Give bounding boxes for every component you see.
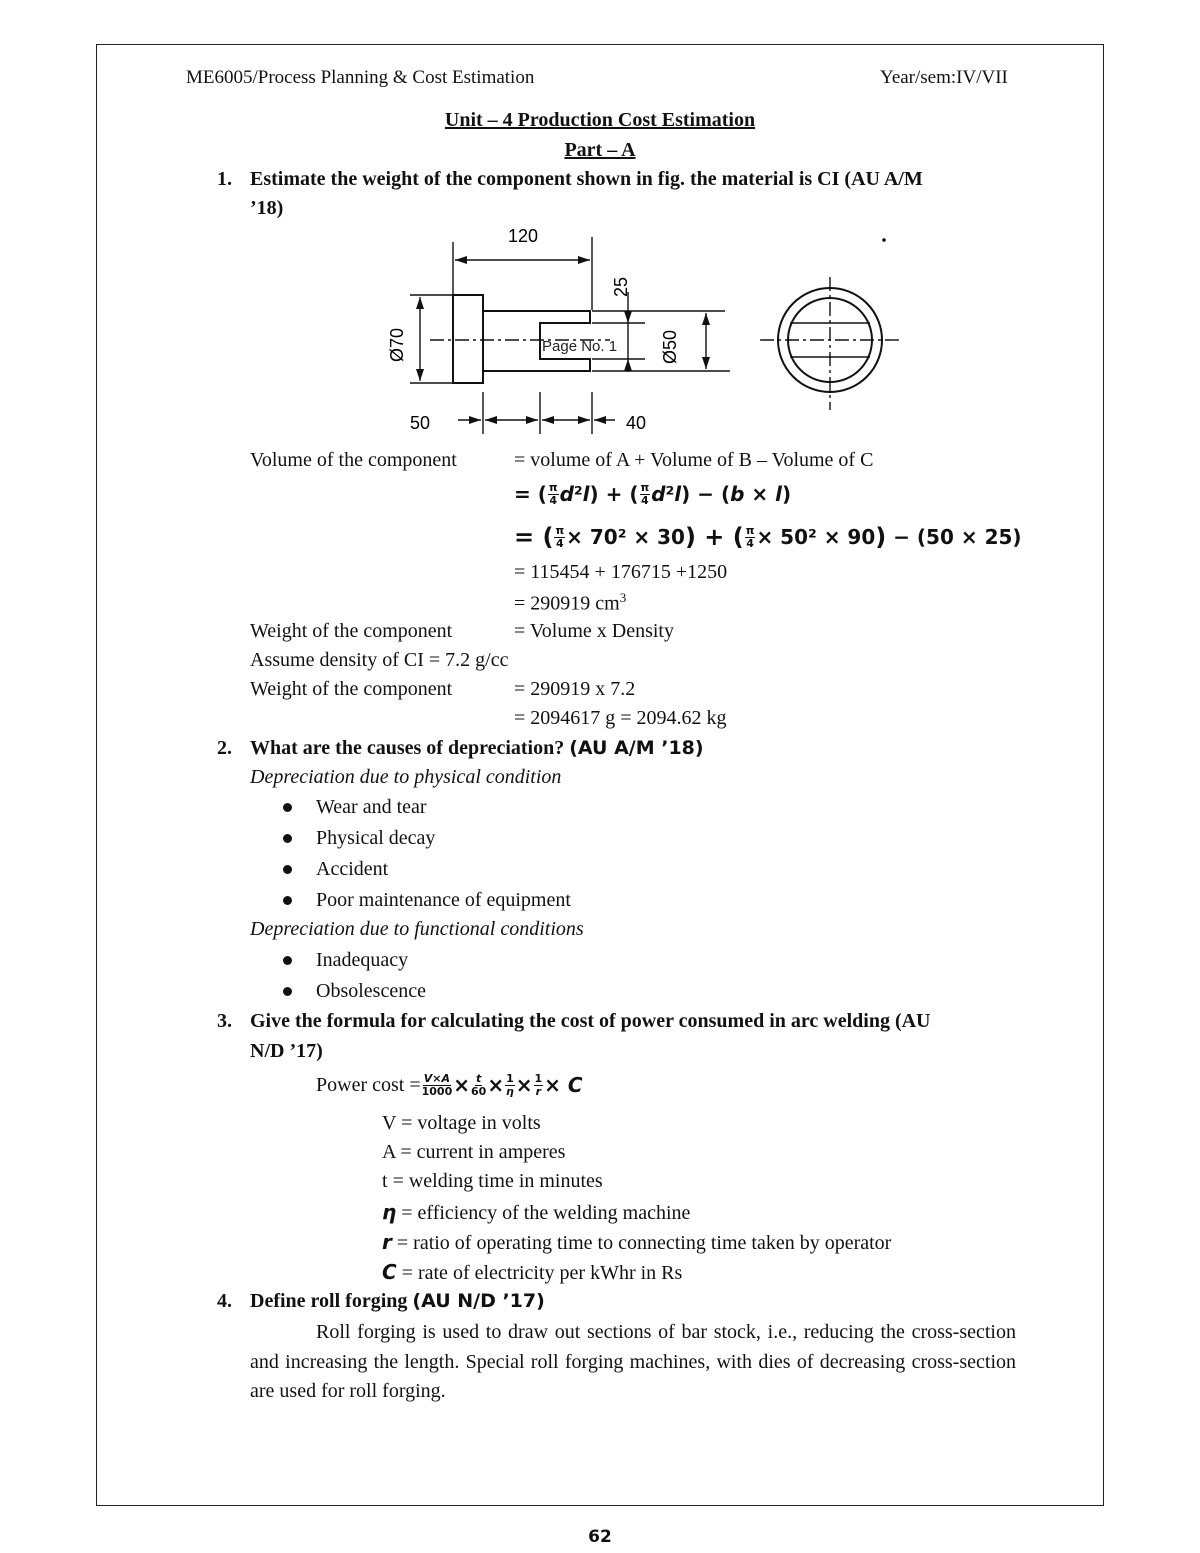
q3-text-cont: N/D ’17) [250, 1040, 323, 1062]
weight-label-2: Weight of the component [250, 678, 453, 700]
q1-number: 1. [217, 168, 232, 190]
unit-title: Unit – 4 Production Cost Estimation [444, 109, 756, 131]
def-t-sym: t [382, 1170, 388, 1192]
q4-answer [250, 1318, 1016, 1407]
part-title: Part – A [564, 139, 636, 161]
physical-item-1: Wear and tear [316, 796, 427, 818]
power-cost-formula: Power cost = $\frac{V\times A}{1000}$ × $\frac{t}{60}$ × $\frac{1}{\eta}$ × $\frac{1}{r}$ × C [316, 1071, 583, 1098]
def-a-text: = current in amperes [400, 1141, 566, 1163]
density-assumption: Assume density of CI = 7.2 g/cc [250, 649, 509, 671]
def-c-text: = rate of electricity per kWhr in Rs [401, 1262, 683, 1284]
power-cost-label: Power cost = [316, 1073, 421, 1096]
weight-formula: = Volume x Density [514, 620, 674, 642]
formula-line-2: = ( $\frac{\pi}{4}$ × 70² × 30 ) + ( $\frac{\pi}{4}$ × 50² × 90 ) − (50 × 25) [514, 523, 1022, 551]
def-v-sym: V [382, 1112, 397, 1134]
dim-25-label: 25 [611, 276, 631, 297]
bullet-icon [283, 865, 292, 874]
bullet-icon [283, 834, 292, 843]
year-sem-header: Year/sem:IV/VII [880, 67, 1008, 88]
vol-sum: = 115454 + 176715 +1250 [514, 561, 728, 583]
physical-item-4: Poor maintenance of equipment [316, 889, 571, 911]
def-eta-text: = efficiency of the welding machine [401, 1202, 691, 1224]
def-r-text: = ratio of operating time to connecting time taken by operator [396, 1232, 892, 1254]
def-v [382, 1112, 541, 1135]
figure-overlay-text: Page No. 1 [542, 338, 618, 355]
bullet-icon [283, 987, 292, 996]
bullet-icon [283, 803, 292, 812]
vol-total-text: = 290919 cm [514, 592, 620, 615]
vol-label: Volume of the component [250, 449, 457, 471]
def-r [382, 1230, 891, 1255]
q3-text: Give the formula for calculating the cost of power consumed in arc welding (AU [250, 1010, 931, 1032]
q1-text-cont: ’18) [250, 197, 284, 219]
dim-50-dia-label: Ø50 [660, 329, 680, 364]
def-a-sym: A [382, 1141, 396, 1163]
q4-number: 4. [217, 1290, 232, 1312]
vol-value: = volume of A + Volume of B – Volume of C [514, 449, 874, 471]
functional-item-1: Inadequacy [316, 949, 409, 971]
def-c [382, 1260, 682, 1285]
vol-total [514, 590, 626, 616]
dim-70-label: Ø70 [387, 327, 407, 362]
q1-text: Estimate the weight of the component shown in fig. the material is CI (AU A/M [250, 168, 923, 190]
physical-heading: Depreciation due to physical condition [250, 766, 562, 788]
q2-text [250, 737, 704, 760]
q2-question: What are the causes of depreciation? [250, 737, 565, 759]
def-t-text: = welding time in minutes [392, 1170, 603, 1192]
q2-number: 2. [217, 737, 232, 759]
formula-line-1: = ( $\frac{\pi}{4}$ d²l) + ( $\frac{\pi}{4}$ d²l) − (b × l) [514, 480, 792, 507]
def-a [382, 1141, 565, 1164]
q4-tag: (AU N/D ’17) [412, 1290, 545, 1312]
q4-question: Define roll forging [250, 1290, 408, 1312]
functional-heading: Depreciation due to functional conditions [250, 918, 584, 940]
def-c-sym: C [382, 1260, 397, 1284]
weight-label-1: Weight of the component [250, 620, 453, 642]
dim-50-label: 50 [410, 413, 431, 433]
component-figure [370, 222, 900, 444]
q2-tag: (AU A/M ’18) [569, 737, 704, 759]
q3-number: 3. [217, 1010, 232, 1032]
q4-answer-text: Roll forging is used to draw out sections of bar stock, i.e., reducing the cross-section and increasing the length. Special roll forging machines, with dies of decreasing cross-section are used for roll forging. [250, 1321, 1016, 1402]
weight-result: = 2094617 g = 2094.62 kg [514, 707, 727, 729]
dim-120-label: 120 [508, 226, 539, 246]
bullet-icon [283, 896, 292, 905]
physical-item-2: Physical decay [316, 827, 436, 849]
def-r-sym: r [382, 1230, 392, 1254]
physical-item-3: Accident [316, 858, 389, 880]
def-eta [382, 1200, 690, 1225]
def-v-text: = voltage in volts [401, 1112, 541, 1134]
def-eta-sym: η [382, 1200, 397, 1224]
weight-calc: = 290919 x 7.2 [514, 678, 636, 700]
dim-40-label: 40 [626, 413, 647, 433]
cube-superscript: 3 [619, 590, 627, 605]
q4-text [250, 1290, 545, 1313]
def-t [382, 1170, 603, 1193]
functional-item-2: Obsolescence [316, 980, 426, 1002]
bullet-icon [283, 956, 292, 965]
course-header: ME6005/Process Planning & Cost Estimation [186, 67, 535, 88]
page-number: 62 [588, 1527, 612, 1547]
